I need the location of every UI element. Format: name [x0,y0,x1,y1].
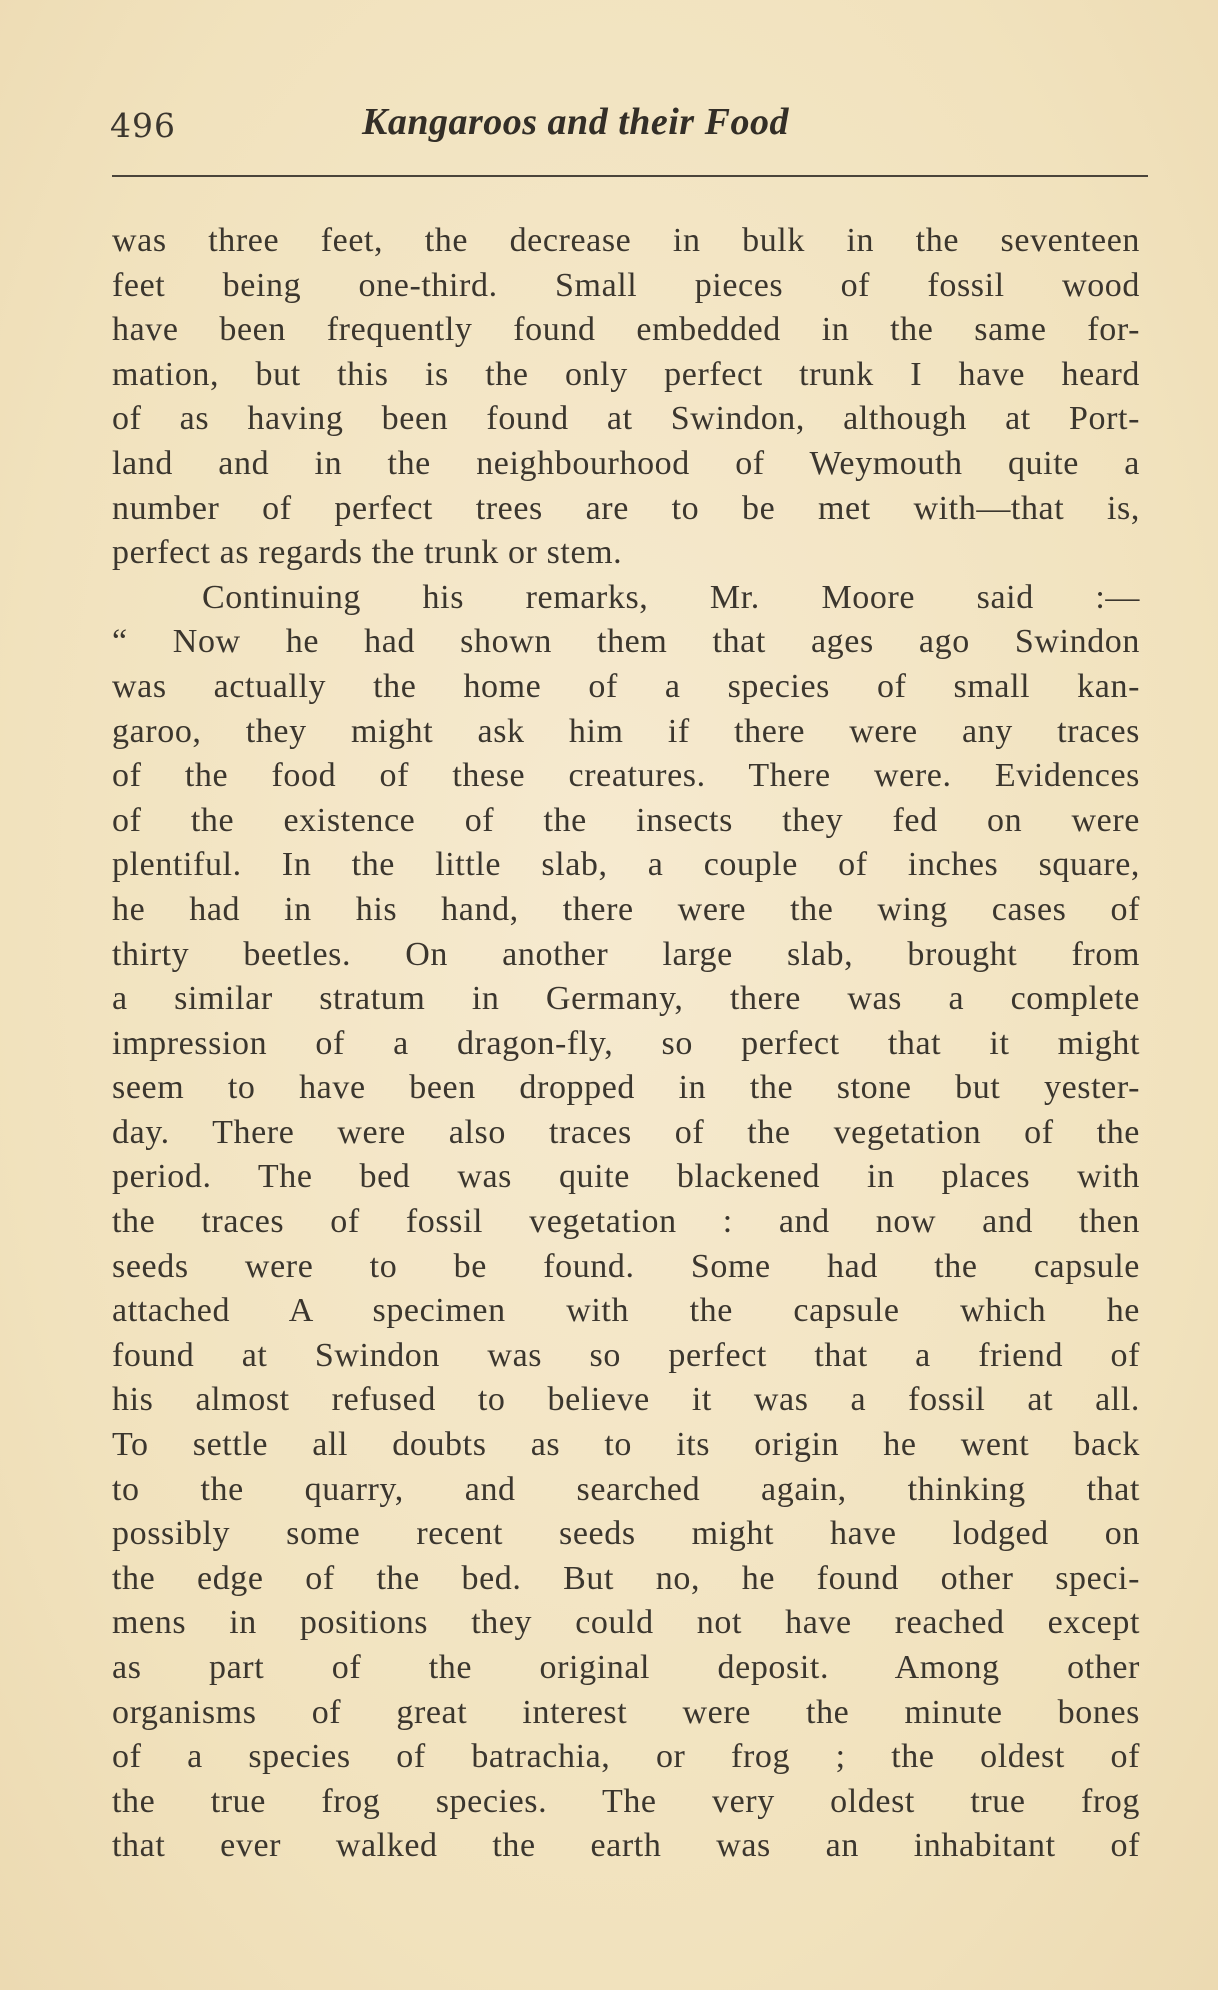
header-rule [112,175,1148,177]
text-line: have been frequently found embedded in the same for- [112,311,1140,349]
text-line: the edge of the bed. But no, he found other speci- [112,1559,1140,1597]
text-line: feet being one-third. Small pieces of fossil wood [112,266,1140,304]
text-line: thirty beetles. On another large slab, brought from [112,935,1140,973]
text-line: mens in positions they could not have reached except [112,1604,1140,1642]
text-line: “ Now he had shown them that ages ago Swindon [112,623,1140,661]
text-line: day. There were also traces of the vegetation of the [112,1113,1140,1151]
text-line: mation, but this is the only perfect trunk I have heard [112,355,1140,393]
text-line: seem to have been dropped in the stone but yester- [112,1069,1140,1107]
text-line: a similar stratum in Germany, there was a complete [112,980,1140,1018]
text-line: possibly some recent seeds might have lodged on [112,1515,1140,1553]
text-line: the traces of fossil vegetation : and now and then [112,1203,1140,1241]
text-line: the true frog species. The very oldest true frog [112,1782,1140,1820]
running-title: Kangaroos and their Food [362,101,789,143]
text-line: was three feet, the decrease in bulk in the seventeen [112,222,1140,259]
text-line: seeds were to be found. Some had the capsule [112,1247,1140,1285]
text-line: of as having been found at Swindon, although at Port- [112,400,1140,438]
text-line: to the quarry, and searched again, thinking that [112,1470,1140,1508]
text-line: To settle all doubts as to its origin he went back [112,1426,1140,1464]
text-line: period. The bed was quite blackened in places with [112,1158,1140,1196]
text-line: attached A specimen with the capsule which he [112,1292,1140,1330]
text-line: he had in his hand, there were the wing cases of [112,890,1140,928]
body-text [112,219,1140,1869]
text-line: was actually the home of a species of small kan- [112,667,1140,705]
text-line: that ever walked the earth was an inhabitant of [112,1827,1140,1865]
text-line: impression of a dragon-fly, so perfect that it might [112,1024,1140,1062]
text-line: of the existence of the insects they fed on were [112,801,1140,839]
text-line: organisms of great interest were the minute bones [112,1693,1140,1731]
text-line: as part of the original deposit. Among other [112,1649,1140,1686]
text-line: found at Swindon was so perfect that a friend of [112,1336,1140,1374]
text-line: his almost refused to believe it was a fossil at all. [112,1381,1140,1419]
text-line: garoo, they might ask him if there were any traces [112,712,1140,750]
text-line: of a species of batrachia, or frog ; the oldest of [112,1738,1140,1776]
text-line: Continuing his remarks, Mr. Moore said :— [202,578,1140,616]
page-number: 496 [110,106,176,145]
text-line: perfect as regards the trunk or stem. [112,534,623,572]
text-line: land and in the neighbourhood of Weymouth quite a [112,444,1140,482]
text-line: plentiful. In the little slab, a couple of inches square, [112,846,1140,884]
text-line: of the food of these creatures. There were. Evidences [112,757,1140,795]
text-line: number of perfect trees are to be met with—that is, [112,489,1140,527]
